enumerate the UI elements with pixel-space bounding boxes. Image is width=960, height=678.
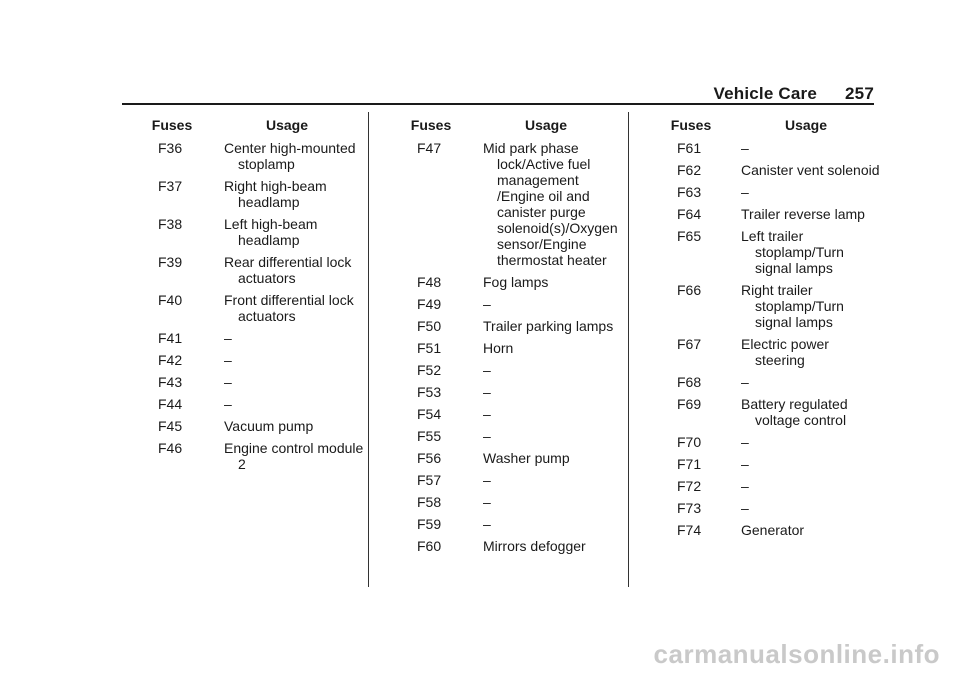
fuse-usage-text: Canister vent solenoid xyxy=(741,162,880,178)
fuse-usage xyxy=(224,178,368,210)
table-row xyxy=(381,406,627,422)
table-row xyxy=(381,296,627,312)
fuse-usage xyxy=(741,478,881,494)
fuse-usage xyxy=(741,374,881,390)
fuse-id: F61 xyxy=(677,140,702,156)
table-row xyxy=(641,522,881,538)
table-row xyxy=(381,538,627,554)
fuse-id: F45 xyxy=(158,418,183,434)
header-fuses: Fuses xyxy=(410,117,452,133)
fuse-id: F53 xyxy=(417,384,442,400)
fuse-usage-text: – xyxy=(741,434,749,450)
table-row xyxy=(122,352,368,368)
fuse-id: F38 xyxy=(158,216,183,232)
fuse-id: F73 xyxy=(677,500,702,516)
fuse-id: F44 xyxy=(158,396,183,412)
fuse-id: F51 xyxy=(417,340,442,356)
table-row xyxy=(122,140,368,172)
fuse-usage-text: – xyxy=(483,472,491,488)
fuse-usage-text: Horn xyxy=(483,340,514,356)
fuse-usage xyxy=(224,352,368,368)
fuse-usage-text: Center high-mounted stoplamp xyxy=(224,140,356,172)
fuse-id: F58 xyxy=(417,494,442,510)
fuse-usage-text: Generator xyxy=(741,522,805,538)
fuse-id: F52 xyxy=(417,362,442,378)
fuse-id: F67 xyxy=(677,336,702,352)
table-header xyxy=(641,117,881,133)
fuse-usage xyxy=(483,538,627,554)
fuse-id: F47 xyxy=(417,140,442,156)
fuse-usage xyxy=(224,440,368,472)
fuse-usage-text: – xyxy=(483,494,491,510)
header-usage: Usage xyxy=(785,117,828,133)
fuse-usage-text: Engine control module 2 xyxy=(224,440,364,472)
fuse-usage-text: Vacuum pump xyxy=(224,418,314,434)
table-row xyxy=(641,500,881,516)
fuse-id: F64 xyxy=(677,206,702,222)
table-row xyxy=(122,292,368,324)
table-row xyxy=(381,318,627,334)
fuse-usage xyxy=(483,516,627,532)
fuse-usage xyxy=(741,522,881,538)
fuse-usage-text: – xyxy=(224,330,232,346)
table-row xyxy=(641,282,881,330)
fuse-usage-text: Right high-beam headlamp xyxy=(224,178,327,210)
fuse-usage xyxy=(483,318,627,334)
fuse-usage xyxy=(224,374,368,390)
fuse-usage xyxy=(224,140,368,172)
fuse-usage xyxy=(224,292,368,324)
fuse-usage xyxy=(483,340,627,356)
fuse-usage xyxy=(741,500,881,516)
fuse-usage xyxy=(483,140,627,268)
fuse-usage xyxy=(741,282,881,330)
table-row xyxy=(122,418,368,434)
fuse-usage-text: – xyxy=(741,140,749,156)
table-row xyxy=(641,456,881,472)
fuse-usage xyxy=(741,396,881,428)
header-fuses: Fuses xyxy=(670,117,712,133)
fuse-id: F50 xyxy=(417,318,442,334)
table-row xyxy=(381,274,627,290)
fuse-usage xyxy=(741,140,881,156)
fuse-usage xyxy=(483,450,627,466)
table-row xyxy=(641,140,881,156)
fuse-id: F66 xyxy=(677,282,702,298)
fuse-usage-text: – xyxy=(224,374,232,390)
table-row xyxy=(641,374,881,390)
fuse-id: F70 xyxy=(677,434,702,450)
fuse-usage xyxy=(483,428,627,444)
fuse-usage xyxy=(741,336,881,368)
fuse-id: F57 xyxy=(417,472,442,488)
section-title: Vehicle Care xyxy=(713,84,818,103)
fuse-id: F59 xyxy=(417,516,442,532)
table-row xyxy=(122,216,368,248)
fuse-id: F74 xyxy=(677,522,702,538)
fuse-id: F68 xyxy=(677,374,702,390)
table-row xyxy=(381,340,627,356)
table-row xyxy=(381,362,627,378)
page-header xyxy=(714,84,875,104)
fuse-usage xyxy=(483,384,627,400)
table-row xyxy=(381,140,627,268)
table-row xyxy=(381,428,627,444)
table-row xyxy=(122,178,368,210)
fuse-id: F41 xyxy=(158,330,183,346)
table-row xyxy=(641,478,881,494)
table-row xyxy=(122,374,368,390)
fuse-id: F46 xyxy=(158,440,183,456)
header-usage: Usage xyxy=(525,117,568,133)
table-row xyxy=(641,162,881,178)
fuse-usage-text: Washer pump xyxy=(483,450,570,466)
fuse-usage-text: Left high-beam headlamp xyxy=(224,216,318,248)
fuse-id: F40 xyxy=(158,292,183,308)
fuse-usage-text: – xyxy=(483,296,491,312)
fuse-usage xyxy=(741,162,881,178)
fuse-id: F60 xyxy=(417,538,442,554)
table-header xyxy=(122,117,368,133)
fuse-id: F54 xyxy=(417,406,442,422)
table-row xyxy=(641,228,881,276)
fuse-id: F48 xyxy=(417,274,442,290)
fuse-usage xyxy=(741,206,881,222)
fuse-usage xyxy=(741,184,881,200)
fuse-usage-text: Electric power steering xyxy=(741,336,829,368)
fuse-usage-text: Battery regulated voltage control xyxy=(741,396,848,428)
fuse-usage-text: – xyxy=(741,374,749,390)
fuse-usage-text: – xyxy=(483,428,491,444)
table-row xyxy=(641,434,881,450)
fuse-usage-text: – xyxy=(483,384,491,400)
column-divider xyxy=(628,112,629,587)
fuse-id: F62 xyxy=(677,162,702,178)
fuse-table-column-2 xyxy=(381,117,627,560)
fuse-usage-text: – xyxy=(741,184,749,200)
fuse-usage xyxy=(483,494,627,510)
fuse-id: F71 xyxy=(677,456,702,472)
table-row xyxy=(641,184,881,200)
table-row xyxy=(381,450,627,466)
table-row xyxy=(381,472,627,488)
fuse-usage-text: – xyxy=(483,406,491,422)
table-row xyxy=(122,396,368,412)
fuse-id: F55 xyxy=(417,428,442,444)
fuse-usage-text: – xyxy=(741,456,749,472)
fuse-usage xyxy=(224,330,368,346)
table-row xyxy=(641,206,881,222)
fuse-usage-text: Left trailer stoplamp/Turn signal lamps xyxy=(741,228,844,276)
fuse-usage-text: Fog lamps xyxy=(483,274,549,290)
fuse-id: F37 xyxy=(158,178,183,194)
page-number: 257 xyxy=(845,84,874,103)
header-rule xyxy=(122,103,874,105)
fuse-id: F69 xyxy=(677,396,702,412)
fuse-usage-text: Trailer parking lamps xyxy=(483,318,614,334)
fuse-usage xyxy=(483,406,627,422)
fuse-usage xyxy=(483,362,627,378)
fuse-id: F43 xyxy=(158,374,183,390)
watermark-text: carmanualsonline.info xyxy=(653,639,940,669)
fuse-usage-text: – xyxy=(741,478,749,494)
fuse-usage-text: Mid park phase lock/Active fuel management /Engine oil and canister purge solenoid(s)/Oxygen sensor/Engine thermostat heater xyxy=(483,140,618,268)
table-row xyxy=(381,384,627,400)
table-row xyxy=(641,396,881,428)
fuse-usage xyxy=(224,396,368,412)
fuse-id: F36 xyxy=(158,140,183,156)
table-row xyxy=(381,516,627,532)
header-usage: Usage xyxy=(266,117,309,133)
fuse-usage xyxy=(741,228,881,276)
fuse-usage xyxy=(224,216,368,248)
header-fuses: Fuses xyxy=(151,117,193,133)
fuse-usage xyxy=(741,456,881,472)
table-row xyxy=(122,330,368,346)
table-header xyxy=(381,117,627,133)
table-row xyxy=(122,440,368,472)
fuse-usage xyxy=(224,418,368,434)
fuse-table-column-3 xyxy=(641,117,881,544)
fuse-id: F49 xyxy=(417,296,442,312)
column-divider xyxy=(368,112,369,587)
fuse-id: F72 xyxy=(677,478,702,494)
table-row xyxy=(381,494,627,510)
fuse-usage xyxy=(483,274,627,290)
fuse-usage-text: Trailer reverse lamp xyxy=(741,206,865,222)
fuse-id: F65 xyxy=(677,228,702,244)
fuse-usage-text: – xyxy=(483,516,491,532)
fuse-usage-text: Mirrors defogger xyxy=(483,538,586,554)
fuse-usage xyxy=(224,254,368,286)
table-row xyxy=(122,254,368,286)
fuse-usage-text: Front differential lock actuators xyxy=(224,292,354,324)
fuse-usage-text: – xyxy=(224,396,232,412)
table-row xyxy=(641,336,881,368)
fuse-table-column-1 xyxy=(122,117,368,478)
fuse-usage-text: – xyxy=(224,352,232,368)
fuse-usage xyxy=(483,472,627,488)
fuse-usage-text: Rear differential lock actuators xyxy=(224,254,352,286)
fuse-id: F56 xyxy=(417,450,442,466)
fuse-id: F63 xyxy=(677,184,702,200)
fuse-usage-text: – xyxy=(483,362,491,378)
fuse-id: F42 xyxy=(158,352,183,368)
fuse-id: F39 xyxy=(158,254,183,270)
fuse-usage-text: – xyxy=(741,500,749,516)
fuse-usage xyxy=(741,434,881,450)
fuse-usage xyxy=(483,296,627,312)
fuse-usage-text: Right trailer stoplamp/Turn signal lamps xyxy=(741,282,844,330)
